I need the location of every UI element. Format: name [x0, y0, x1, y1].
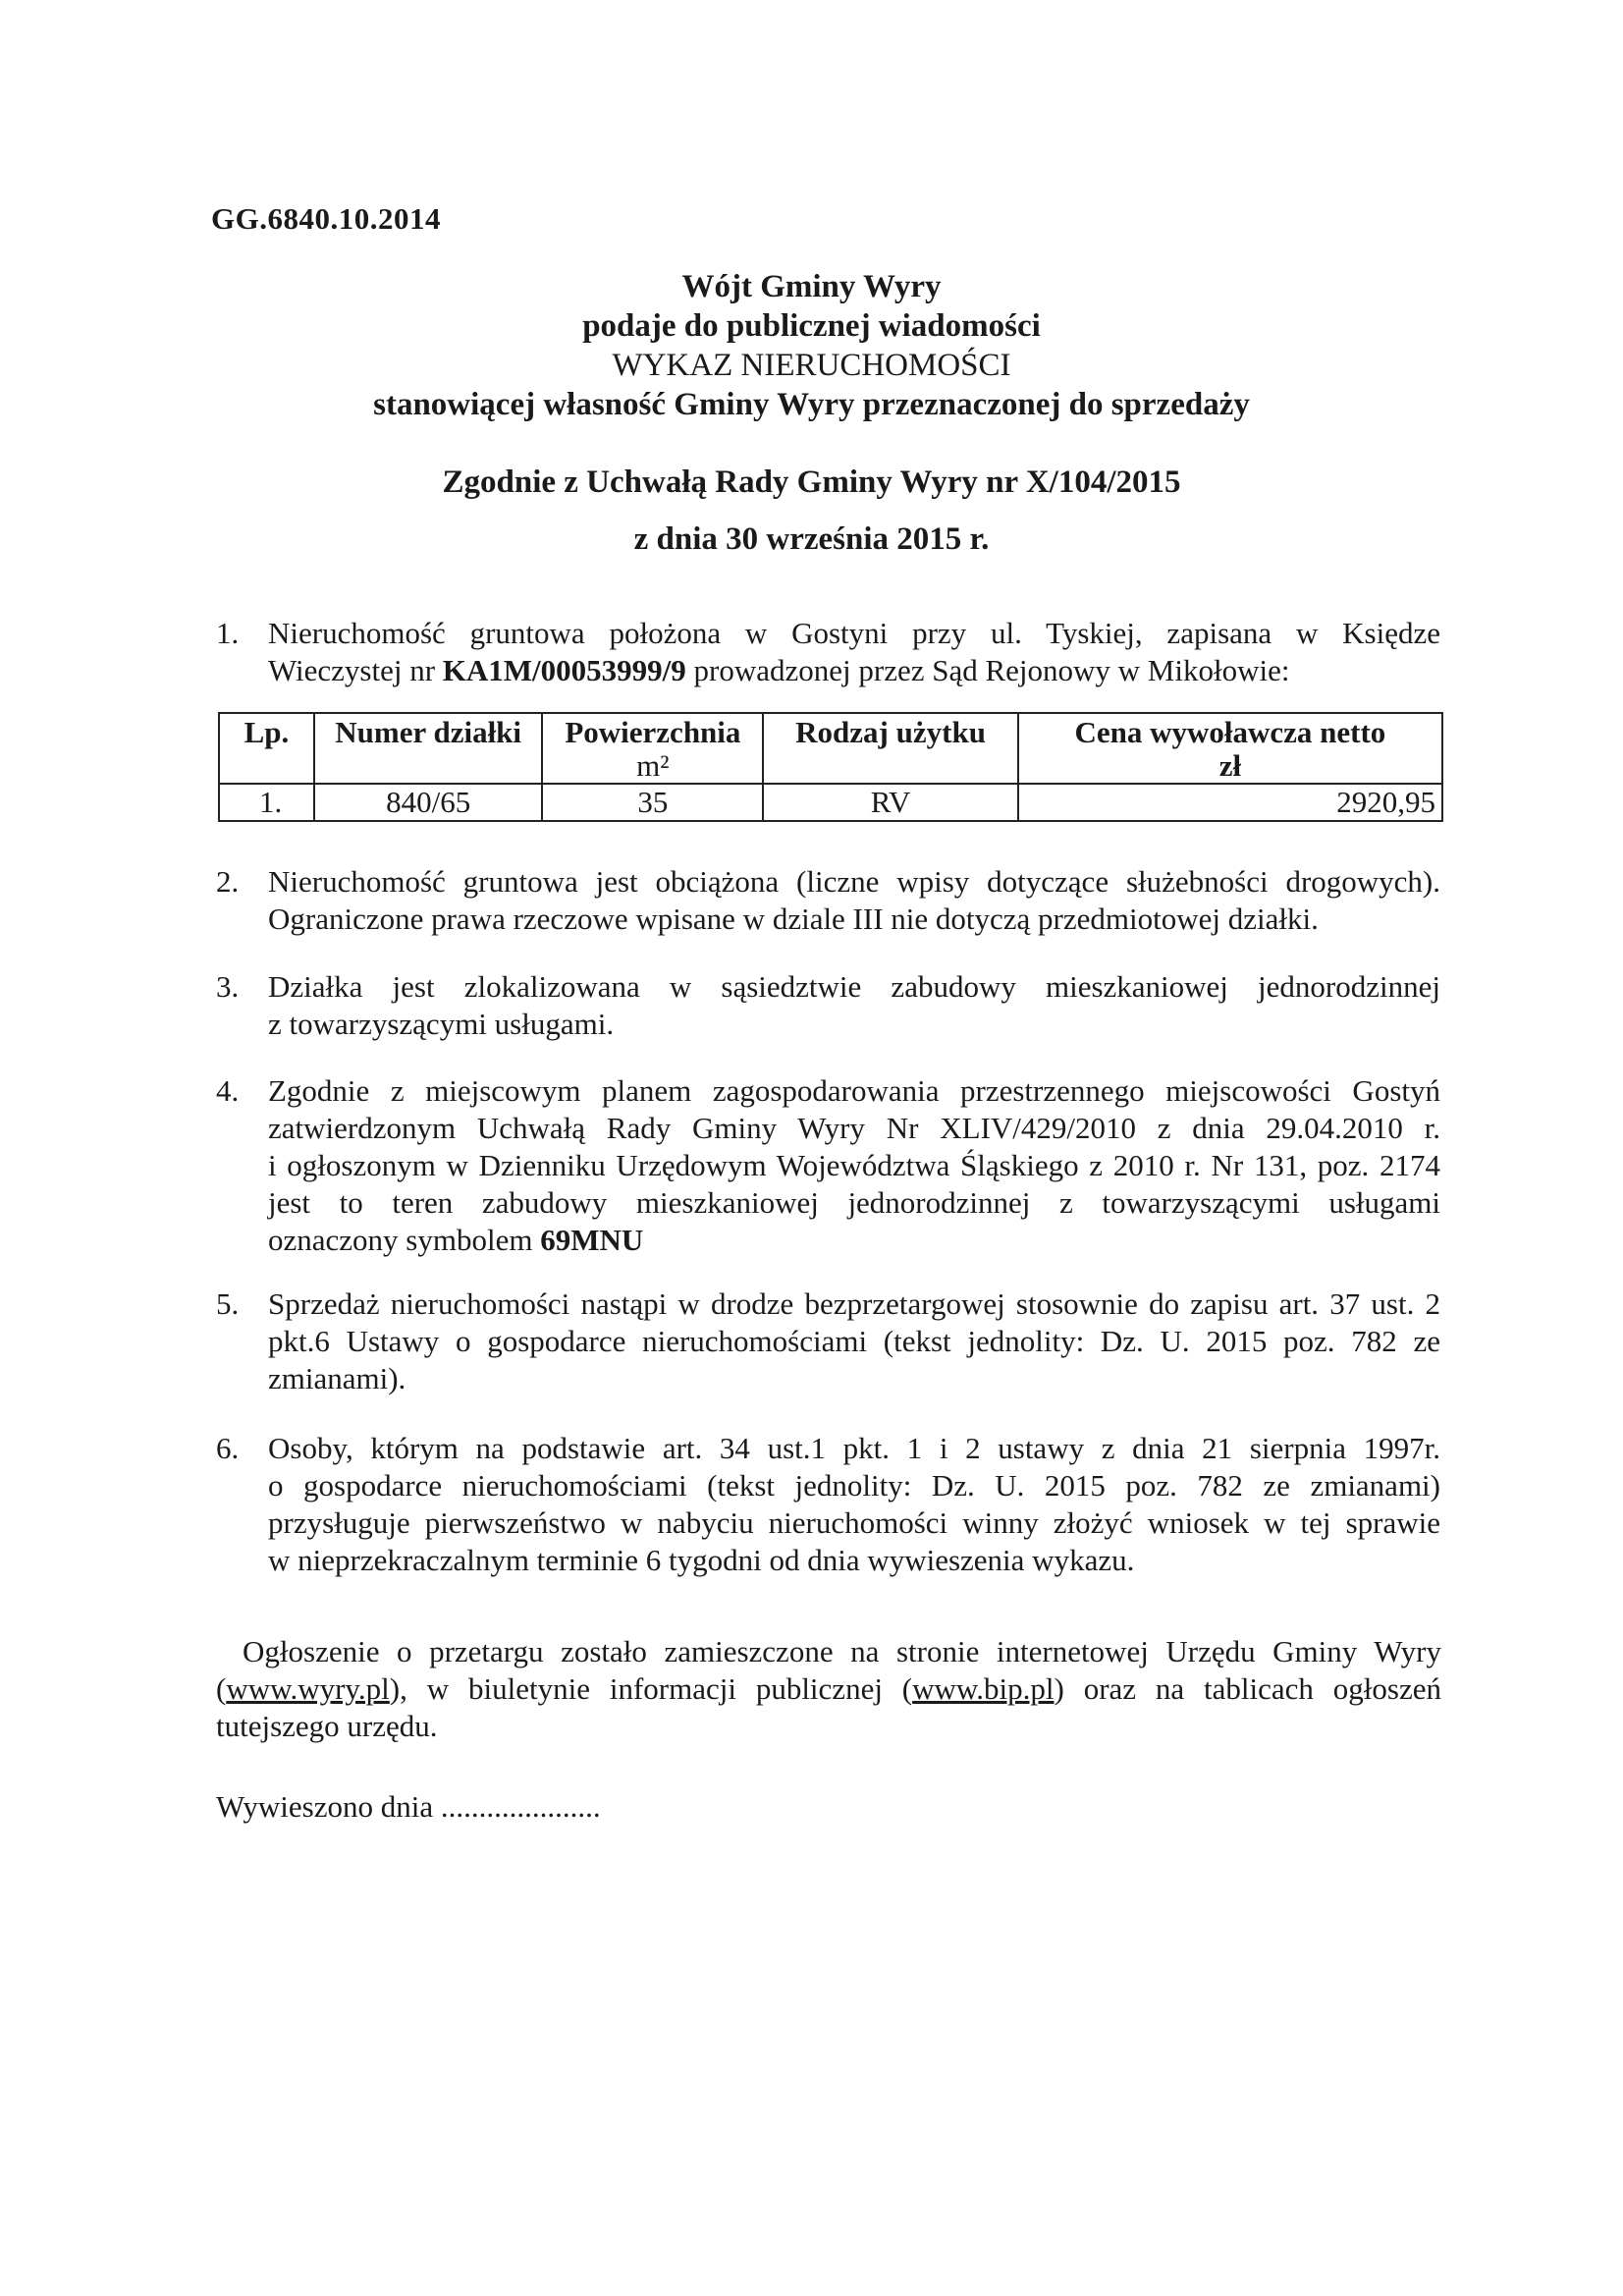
item-line-text: Wieczystej nr [268, 653, 443, 687]
header-unit: zł [1218, 748, 1242, 783]
item-line-text: prowadzonej przez Sąd Rejonowy w Mikołowie: [685, 653, 1290, 687]
bip-website-link[interactable]: www.bip.pl [912, 1671, 1055, 1706]
closing-text: ), w biuletynie informacji publicznej ( [389, 1671, 913, 1706]
item-text [268, 1285, 1440, 1397]
item-number: 5. [216, 1286, 240, 1321]
closing-line: Ogłoszenie o przetargu zostało zamieszczone na stronie internetowej Urzędu Gminy Wyry [243, 1634, 1441, 1668]
closing-text: ( [216, 1671, 227, 1706]
cell-lp: 1. [219, 784, 314, 821]
item-text [268, 968, 1440, 1043]
list-item-6 [216, 1430, 1440, 1579]
item-line [268, 1222, 1440, 1259]
item-line: przysługuje pierwszeństwo w nabyciu nieruchomości winny złożyć wniosek w tej sprawie [268, 1505, 1440, 1540]
closing-text: ) oraz na tablicach ogłoszeń [1054, 1671, 1441, 1706]
posted-date-field: Wywieszono dnia ..................... [216, 1789, 601, 1824]
item-text [268, 615, 1440, 689]
header-label: Cena wywoławcza netto [1074, 715, 1386, 749]
closing-paragraph [216, 1633, 1441, 1745]
plots-table [218, 712, 1443, 822]
list-item-3 [216, 968, 1440, 1043]
list-item-2 [216, 863, 1440, 938]
item-line: zatwierdzonym Uchwałą Rady Gminy Wyry Nr XLIV/429/2010 z dnia 29.04.2010 r. [268, 1111, 1440, 1145]
item-line: o gospodarce nieruchomościami (tekst jednolity: Dz. U. 2015 poz. 782 ze zmianami) [268, 1468, 1440, 1503]
item-text [268, 1072, 1440, 1259]
cell-plot-number: 840/65 [314, 784, 543, 821]
heading-line: Wójt Gminy Wyry [681, 269, 942, 304]
header-label: Powierzchnia [565, 715, 741, 749]
item-number: 6. [216, 1431, 240, 1465]
heading-line: stanowiącej własność Gminy Wyry przeznaczonej do sprzedaży [373, 387, 1250, 422]
item-line: jest to teren zabudowy mieszkaniowej jednorodzinnej z towarzyszącymi usługami [268, 1185, 1440, 1220]
table-row [219, 784, 1442, 821]
column-header-land-use [763, 713, 1017, 784]
item-line: z towarzyszącymi usługami. [268, 1007, 615, 1041]
document-heading [0, 267, 1623, 424]
resolution-reference [0, 454, 1623, 568]
cell-land-use: RV [763, 784, 1017, 821]
item-line: Ograniczone prawa rzeczowe wpisane w dziale III nie dotyczą przedmiotowej działki. [268, 902, 1319, 936]
zoning-symbol: 69MNU [540, 1223, 644, 1257]
column-header-price [1018, 713, 1442, 784]
table-header-row [219, 713, 1442, 784]
item-number: 4. [216, 1073, 240, 1108]
item-line: pkt.6 Ustawy o gospodarce nieruchomościami (tekst jednolity: Dz. U. 2015 poz. 782 ze [268, 1324, 1440, 1358]
resolution-line: Zgodnie z Uchwałą Rady Gminy Wyry nr X/104/2015 [442, 465, 1181, 500]
list-item-1 [216, 615, 1440, 689]
list-item-5 [216, 1285, 1440, 1397]
header-label: Lp. [243, 715, 290, 749]
item-line: zmianami). [268, 1361, 406, 1395]
heading-title: WYKAZ NIERUCHOMOŚCI [612, 348, 1011, 383]
closing-line: tutejszego urzędu. [216, 1709, 438, 1743]
item-number: 1. [216, 616, 240, 650]
cell-price: 2920,95 [1018, 784, 1442, 821]
document-reference: GG.6840.10.2014 [211, 201, 441, 236]
item-text [268, 1430, 1440, 1579]
cell-area: 35 [542, 784, 763, 821]
item-line: Sprzedaż nieruchomości nastąpi w drodze bezprzetargowej stosownie do zapisu art. 37 ust. 2 [268, 1286, 1440, 1321]
column-header-area [542, 713, 763, 784]
column-header-plot-number [314, 713, 543, 784]
item-line: Osoby, którym na podstawie art. 34 ust.1 pkt. 1 i 2 ustawy z dnia 21 sierpnia 1997r. [268, 1431, 1440, 1465]
item-line: Nieruchomość gruntowa położona w Gostyni przy ul. Tyskiej, zapisana w Księdze [268, 616, 1440, 650]
resolution-date: z dnia 30 września 2015 r. [633, 521, 990, 557]
header-label: Numer działki [335, 715, 522, 749]
wyry-website-link[interactable]: www.wyry.pl [226, 1671, 390, 1706]
item-line: w nieprzekraczalnym terminie 6 tygodni od dnia wywieszenia wykazu. [268, 1543, 1135, 1577]
header-unit: m² [636, 748, 670, 783]
header-label: Rodzaj użytku [795, 715, 986, 749]
closing-line [216, 1670, 1441, 1708]
column-header-lp [219, 713, 314, 784]
item-line: Zgodnie z miejscowym planem zagospodarowania przestrzennego miejscowości Gostyń [268, 1073, 1440, 1108]
item-text [268, 863, 1440, 938]
item-line: Działka jest zlokalizowana w sąsiedztwie zabudowy mieszkaniowej jednorodzinnej [268, 969, 1440, 1004]
item-line: i ogłoszonym w Dzienniku Urzędowym Województwa Śląskiego z 2010 r. Nr 131, poz. 2174 [268, 1148, 1440, 1182]
item-number: 3. [216, 969, 240, 1004]
land-register-number: KA1M/00053999/9 [442, 653, 686, 687]
heading-line: podaje do publicznej wiadomości [582, 308, 1041, 344]
list-item-4 [216, 1072, 1440, 1259]
item-line [268, 652, 1440, 689]
item-line: Nieruchomość gruntowa jest obciążona (liczne wpisy dotyczące służebności drogowych). [268, 864, 1440, 899]
item-number: 2. [216, 864, 240, 899]
item-line-text: oznaczony symbolem [268, 1223, 541, 1257]
